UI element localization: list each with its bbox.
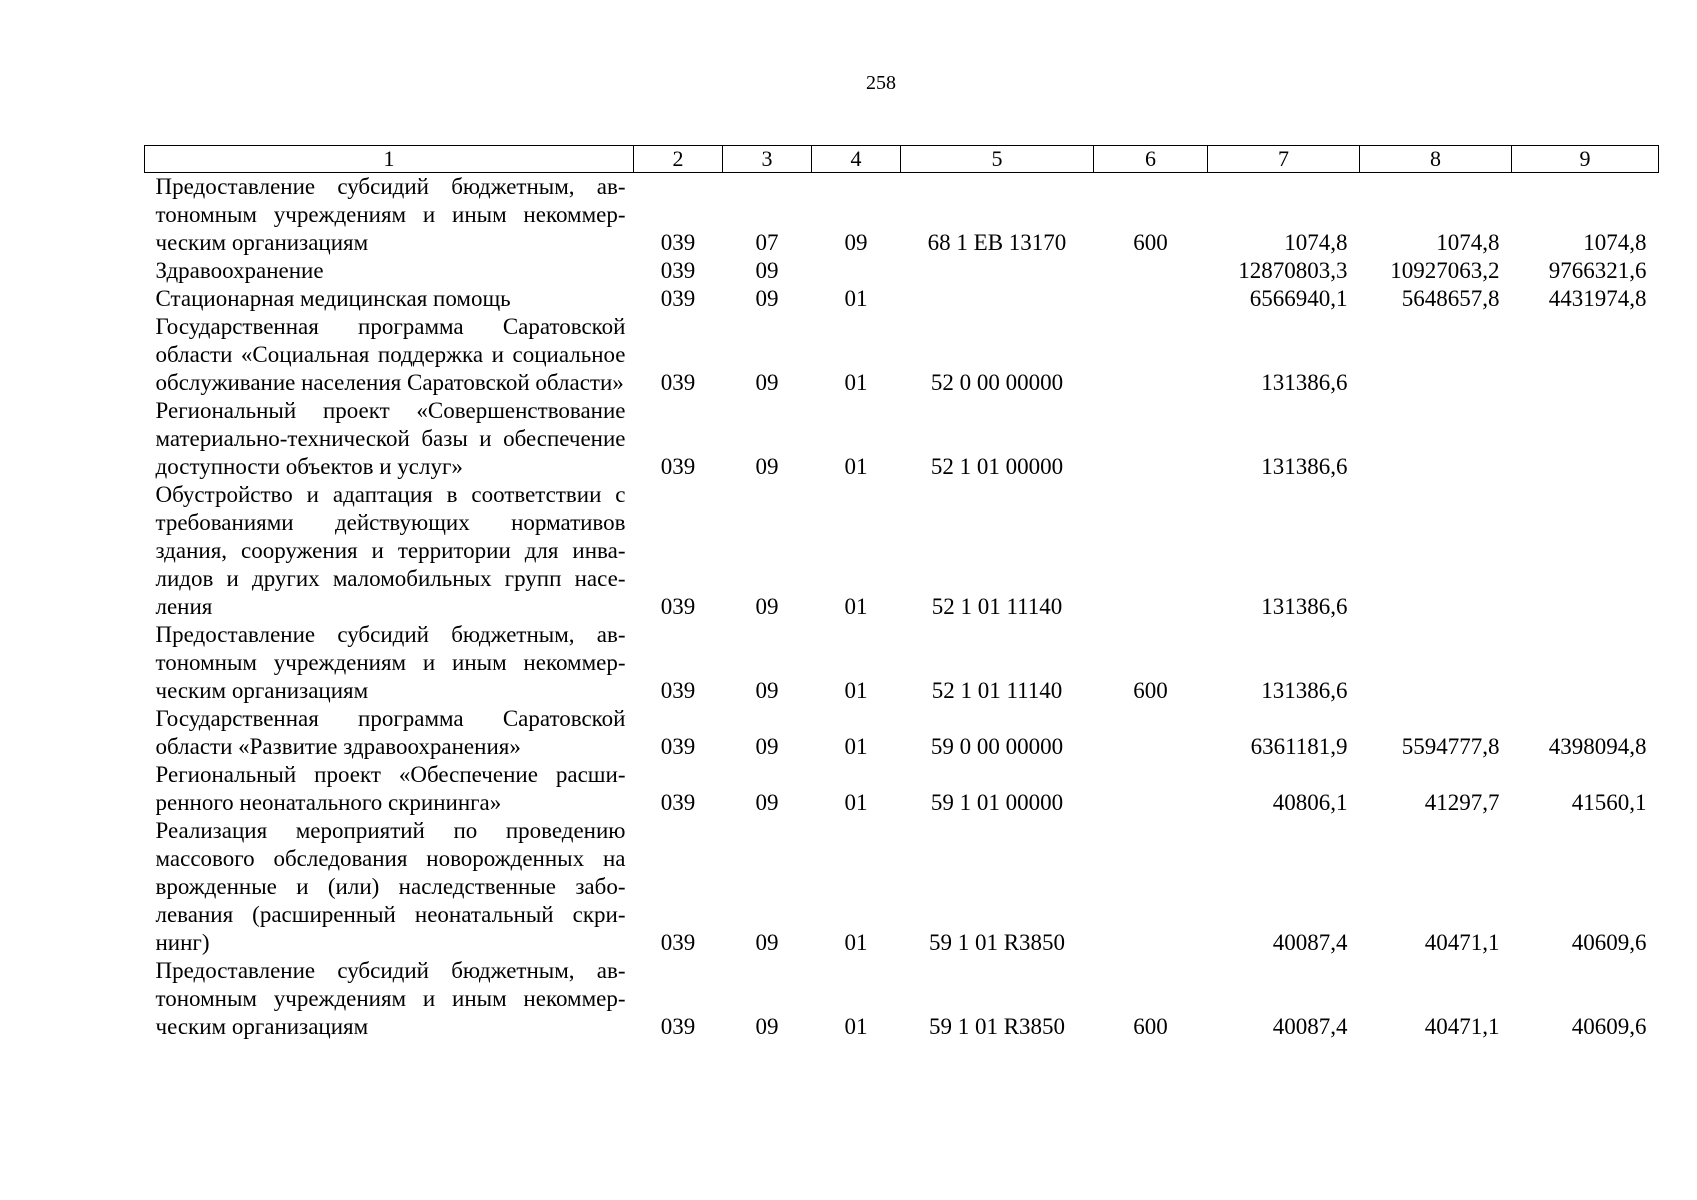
row-ministry-code: 039 bbox=[660, 734, 696, 759]
column-header-2: 2 bbox=[634, 146, 723, 173]
table-row bbox=[145, 621, 1659, 705]
row-section-code: 09 bbox=[755, 258, 779, 283]
row-target-code: 59 1 01 00000 bbox=[930, 790, 1064, 815]
table-row bbox=[145, 173, 1659, 258]
row-name: Региональный проект «Совершенствование материально-технической базы и обеспечение доступности объектов и услуг» bbox=[155, 398, 626, 479]
row-amount-col9 bbox=[1512, 621, 1659, 705]
row-amount-col8: 40471,1 bbox=[1424, 930, 1500, 955]
row-ministry-code: 039 bbox=[660, 930, 696, 955]
row-subsection-code: 01 bbox=[844, 370, 868, 395]
row-amount-col7: 6361181,9 bbox=[1250, 734, 1348, 759]
table-row bbox=[145, 257, 1659, 285]
row-subsection-code: 01 bbox=[844, 734, 868, 759]
row-name: Реализация мероприятий по проведению массового обследования новорожденных на врожденные и (или) наследственные заболевания (расширенный неонатальный скрининг) bbox=[155, 818, 626, 955]
row-name: Государственная программа Саратовской области «Развитие здравоохранения» bbox=[155, 706, 626, 759]
row-subsection-code: 01 bbox=[844, 286, 868, 311]
row-amount-col8: 10927063,2 bbox=[1390, 258, 1500, 283]
row-expense-type-code: 600 bbox=[1133, 230, 1168, 255]
row-target-code: 68 1 ЕВ 13170 bbox=[927, 230, 1067, 255]
row-expense-type-code bbox=[1094, 397, 1208, 481]
row-amount-col8: 5648657,8 bbox=[1401, 286, 1500, 311]
row-amount-col8: 5594777,8 bbox=[1401, 734, 1500, 759]
column-header-8: 8 bbox=[1360, 146, 1512, 173]
row-section-code: 09 bbox=[755, 1014, 779, 1039]
row-amount-col7: 131386,6 bbox=[1261, 370, 1348, 395]
row-name: Государственная программа Саратовской области «Социальная поддержка и социальное обслуживание населения Саратовской области» bbox=[155, 314, 626, 395]
table-row bbox=[145, 761, 1659, 817]
row-subsection-code bbox=[812, 257, 901, 285]
row-amount-col8: 41297,7 bbox=[1424, 790, 1500, 815]
row-amount-col9: 9766321,6 bbox=[1548, 258, 1647, 283]
row-subsection-code: 01 bbox=[844, 1014, 868, 1039]
row-ministry-code: 039 bbox=[660, 678, 696, 703]
row-section-code: 09 bbox=[755, 286, 779, 311]
table-row bbox=[145, 397, 1659, 481]
row-name: Предоставление субсидий бюджетным, автономным учреждениям и иным некоммерческим организациям bbox=[155, 174, 626, 255]
row-expense-type-code: 600 bbox=[1133, 1014, 1168, 1039]
row-target-code bbox=[901, 257, 1094, 285]
table-row bbox=[145, 481, 1659, 621]
row-expense-type-code bbox=[1094, 481, 1208, 621]
row-expense-type-code: 600 bbox=[1133, 678, 1168, 703]
table-row bbox=[145, 817, 1659, 957]
row-expense-type-code bbox=[1094, 257, 1208, 285]
row-amount-col8: 40471,1 bbox=[1424, 1014, 1500, 1039]
row-expense-type-code bbox=[1094, 705, 1208, 761]
row-name: Обустройство и адаптация в соответствии с требованиями действующих нормативов здания, сооружения и территории для инвалидов и других маломобильных групп населения bbox=[155, 482, 626, 619]
row-section-code: 07 bbox=[755, 230, 779, 255]
column-header-1: 1 bbox=[145, 146, 634, 173]
row-amount-col7: 131386,6 bbox=[1261, 678, 1348, 703]
row-ministry-code: 039 bbox=[660, 286, 696, 311]
table-header bbox=[145, 146, 1659, 173]
row-amount-col9 bbox=[1512, 481, 1659, 621]
table-row bbox=[145, 957, 1659, 1041]
row-ministry-code: 039 bbox=[660, 230, 696, 255]
row-section-code: 09 bbox=[755, 678, 779, 703]
row-amount-col7: 12870803,3 bbox=[1238, 258, 1348, 283]
row-ministry-code: 039 bbox=[660, 258, 696, 283]
row-amount-col7: 40087,4 bbox=[1272, 1014, 1348, 1039]
row-target-code: 52 0 00 00000 bbox=[930, 370, 1064, 395]
row-name: Здравоохранение bbox=[155, 258, 324, 283]
column-header-3: 3 bbox=[723, 146, 812, 173]
row-amount-col7: 1074,8 bbox=[1284, 230, 1348, 255]
row-target-code bbox=[901, 285, 1094, 313]
row-ministry-code: 039 bbox=[660, 454, 696, 479]
row-section-code: 09 bbox=[755, 930, 779, 955]
row-amount-col9 bbox=[1512, 397, 1659, 481]
row-amount-col8 bbox=[1360, 481, 1512, 621]
row-target-code: 59 1 01 R3850 bbox=[928, 930, 1066, 955]
column-header-7: 7 bbox=[1208, 146, 1360, 173]
row-subsection-code: 01 bbox=[844, 678, 868, 703]
row-amount-col9: 40609,6 bbox=[1571, 930, 1647, 955]
row-ministry-code: 039 bbox=[660, 594, 696, 619]
row-target-code: 52 1 01 11140 bbox=[931, 678, 1063, 703]
row-target-code: 52 1 01 00000 bbox=[930, 454, 1064, 479]
row-name: Предоставление субсидий бюджетным, автономным учреждениям и иным некоммерческим организациям bbox=[155, 958, 626, 1039]
row-amount-col7: 6566940,1 bbox=[1249, 286, 1348, 311]
row-amount-col9: 4398094,8 bbox=[1548, 734, 1647, 759]
row-amount-col9: 1074,8 bbox=[1583, 230, 1647, 255]
header-row bbox=[145, 146, 1659, 173]
row-expense-type-code bbox=[1094, 761, 1208, 817]
row-expense-type-code bbox=[1094, 285, 1208, 313]
table-row bbox=[145, 313, 1659, 397]
row-amount-col8: 1074,8 bbox=[1436, 230, 1500, 255]
row-subsection-code: 01 bbox=[844, 790, 868, 815]
column-header-6: 6 bbox=[1094, 146, 1208, 173]
row-amount-col7: 40806,1 bbox=[1272, 790, 1348, 815]
row-amount-col8 bbox=[1360, 313, 1512, 397]
row-amount-col7: 131386,6 bbox=[1261, 454, 1348, 479]
row-subsection-code: 09 bbox=[844, 230, 868, 255]
row-name: Региональный проект «Обеспечение расширенного неонатального скрининга» bbox=[155, 762, 626, 815]
table-row bbox=[145, 705, 1659, 761]
row-target-code: 52 1 01 11140 bbox=[931, 594, 1063, 619]
budget-table bbox=[144, 145, 1659, 1041]
page-number: 258 bbox=[866, 72, 896, 94]
row-target-code: 59 1 01 R3850 bbox=[928, 1014, 1066, 1039]
row-expense-type-code bbox=[1094, 817, 1208, 957]
row-amount-col8 bbox=[1360, 621, 1512, 705]
row-section-code: 09 bbox=[755, 454, 779, 479]
row-subsection-code: 01 bbox=[844, 594, 868, 619]
row-ministry-code: 039 bbox=[660, 370, 696, 395]
row-section-code: 09 bbox=[755, 734, 779, 759]
row-amount-col9 bbox=[1512, 313, 1659, 397]
row-subsection-code: 01 bbox=[844, 930, 868, 955]
row-target-code: 59 0 00 00000 bbox=[930, 734, 1064, 759]
row-ministry-code: 039 bbox=[660, 1014, 696, 1039]
table-body bbox=[145, 173, 1659, 1042]
row-amount-col7: 40087,4 bbox=[1272, 930, 1348, 955]
row-subsection-code: 01 bbox=[844, 454, 868, 479]
row-amount-col8 bbox=[1360, 397, 1512, 481]
row-name: Стационарная медицинская помощь bbox=[155, 286, 511, 311]
row-amount-col9: 4431974,8 bbox=[1548, 286, 1647, 311]
table-row bbox=[145, 285, 1659, 313]
row-name: Предоставление субсидий бюджетным, автономным учреждениям и иным некоммерческим организациям bbox=[155, 622, 626, 703]
row-amount-col9: 40609,6 bbox=[1571, 1014, 1647, 1039]
row-section-code: 09 bbox=[755, 594, 779, 619]
row-expense-type-code bbox=[1094, 313, 1208, 397]
row-amount-col9: 41560,1 bbox=[1571, 790, 1647, 815]
column-header-5: 5 bbox=[901, 146, 1094, 173]
row-section-code: 09 bbox=[755, 370, 779, 395]
row-ministry-code: 039 bbox=[660, 790, 696, 815]
row-section-code: 09 bbox=[755, 790, 779, 815]
column-header-9: 9 bbox=[1512, 146, 1659, 173]
row-amount-col7: 131386,6 bbox=[1261, 594, 1348, 619]
column-header-4: 4 bbox=[812, 146, 901, 173]
